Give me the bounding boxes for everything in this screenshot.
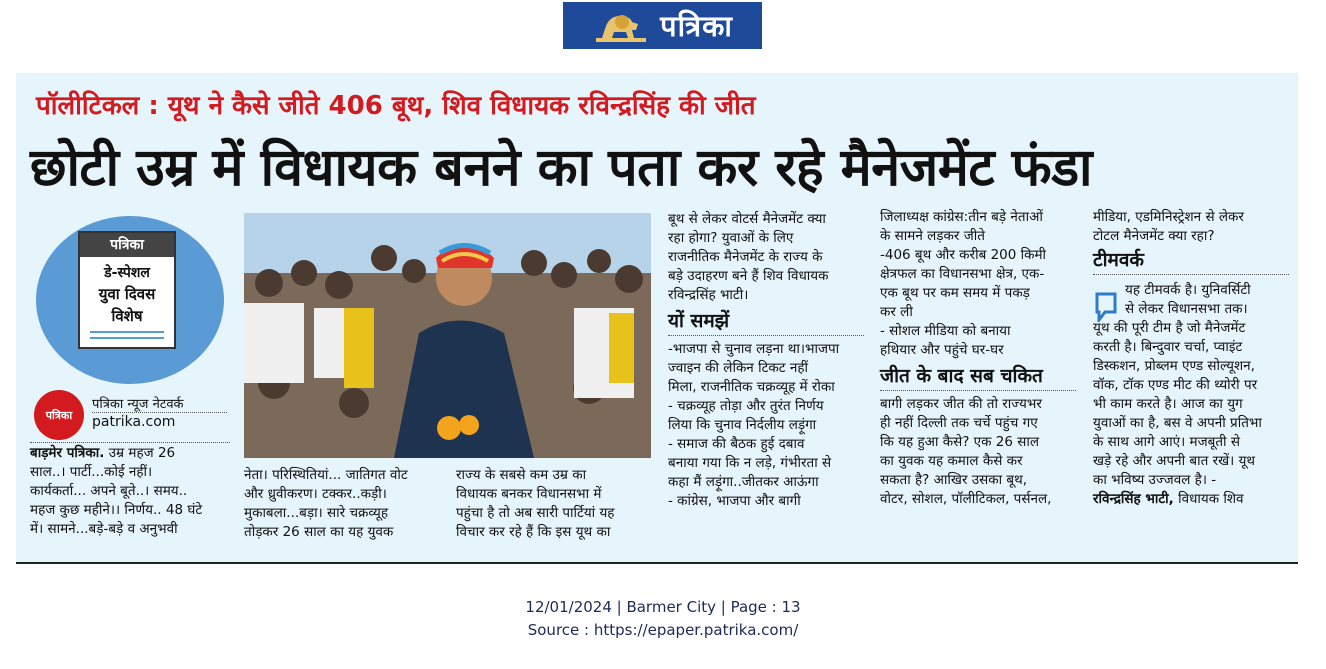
- col4-point-2: मिला, राजनीतिक चक्रव्यूह में रोका: [668, 379, 835, 395]
- col6-quote-2: यूथ की पूरी टीम है जो मैनेजमेंट: [1093, 320, 1246, 336]
- col4-intro-0: बूथ से लेकर वोटर्स मैनेजमेंट क्या: [668, 211, 826, 227]
- col4-point-4: लिया कि चुनाव निर्दलीय लड़ूंगा: [668, 417, 817, 433]
- patrika-logo: पत्रिका: [34, 390, 84, 440]
- intro-line-0: उम्र महज 26: [108, 445, 176, 461]
- kicker: [36, 86, 756, 122]
- quote-mark-icon: [1095, 292, 1117, 322]
- col2-line-3: तोड़कर 26 साल का यह युवक: [244, 524, 394, 540]
- footer-source-link[interactable]: Source : https://epaper.patrika.com/: [527, 621, 799, 639]
- byline-website[interactable]: patrika.com: [92, 414, 176, 430]
- intro-line-1: साल..। पार्टी...कोई नहीं।: [30, 464, 153, 480]
- column-2: [244, 466, 440, 542]
- kicker-label: पॉलीटिकल: [36, 91, 140, 121]
- col4-point-8: - कांग्रेस, भाजपा और बागी: [668, 493, 801, 509]
- col3-line-0: राज्य के सबसे कम उम्र का: [456, 467, 587, 483]
- signature-role: विधायक शिव: [1178, 491, 1244, 507]
- col6-quote-6: भी काम करते है। आज का युग: [1093, 396, 1243, 412]
- subhead-teamwork: टीमवर्क: [1093, 249, 1145, 271]
- crowd-photo-illustration: [244, 213, 651, 458]
- col6-quote-5: वॉक, टॉक एण्ड मीट की थ्योरी पर: [1093, 377, 1258, 393]
- col4-intro-3: बड़े उदाहरण बने हैं शिव विधायक: [668, 268, 829, 284]
- intro-line-3: महज कुछ महीने।। निर्णय.. 48 घंटे: [30, 502, 203, 518]
- col5-top-7: हथियार और पहुंचे घर-घर: [880, 342, 1004, 358]
- col6-quote-4: डिस्कशन, प्रोब्लम एण्ड सोल्यूशन,: [1093, 358, 1255, 374]
- col5-top-1: के सामने लड़कर जीते: [880, 228, 985, 244]
- col4-intro-1: रहा होगा? युवाओं के लिए: [668, 230, 794, 246]
- column-6: [1093, 208, 1289, 509]
- col5-bottom-3: का युवक यह कमाल कैसे कर: [880, 453, 1023, 469]
- col4-point-0: -भाजपा से चुनाव लड़ना था।भाजपा: [668, 341, 840, 357]
- col2-line-0: नेता। परिस्थितियां... जातिगत वोट: [244, 467, 408, 483]
- badge-line-2: युवा दिवस: [98, 285, 156, 303]
- column-3: [456, 466, 652, 542]
- badge-top: पत्रिका: [80, 233, 174, 257]
- col6-quote-3: करती है। बिन्दुवार चर्चा, प्वाइंट: [1093, 339, 1243, 355]
- col6-top-0: मीडिया, एडमिनिस्ट्रेशन से लेकर: [1093, 209, 1244, 225]
- intro-line-4: में। सामने...बड़े-बड़े व अनुभवी: [30, 521, 178, 537]
- col6-quote-0: यह टीमवर्क है। युनिवर्सिटी: [1125, 282, 1251, 298]
- headline: छोटी उम्र में विधायक बनने का पता कर रहे मैनेजमेंट फंडा: [30, 138, 1093, 198]
- col4-rule: [668, 335, 864, 336]
- column-5: [880, 208, 1076, 509]
- col6-quote-8: के साथ आगे आएं। मजबूती से: [1093, 434, 1240, 450]
- footer-edition-info: 12/01/2024 | Barmer City | Page : 13: [525, 598, 801, 616]
- col5-top-4: एक बूथ पर कम समय में पकड़: [880, 285, 1030, 301]
- signature-name: रविन्द्रसिंह भाटी,: [1093, 491, 1174, 507]
- col5-bottom-0: बागी लड़कर जीत की तो राज्यभर: [880, 396, 1042, 412]
- col3-line-3: विचार कर रहे हैं कि इस यूथ का: [456, 524, 611, 540]
- intro-column: [30, 444, 226, 539]
- col4-point-5: - समाज की बैठक हुई दबाव: [668, 436, 805, 452]
- col4-point-7: कहा मैं लड़ूंगा..जीतकर आऊंगा: [668, 474, 819, 490]
- col5-top-5: कर ली: [880, 304, 913, 320]
- col5-bottom-4: सकता है? आखिर उसका बूथ,: [880, 472, 1028, 488]
- badge-line-1: डे-स्पेशल: [104, 265, 150, 281]
- col3-line-2: पहुंचा है तो अब सारी पार्टियां यह: [456, 505, 615, 521]
- col5-top-3: क्षेत्रफल का विधानसभा क्षेत्र, एक-: [880, 266, 1045, 282]
- subhead-yon-samjhen: यों समझें: [668, 310, 730, 332]
- masthead-logo[interactable]: [563, 2, 762, 49]
- col2-line-1: और ध्रुवीकरण। टक्कर..कड़ी।: [244, 486, 387, 502]
- col5-top-0: जिलाध्यक्ष कांग्रेस:तीन बड़े नेताओं: [880, 209, 1043, 225]
- col6-quote-10: का भविष्य उज्जवल है। -: [1093, 472, 1217, 488]
- col6-quote-7: युवाओं का है, बस वे अपनी प्रतिभा: [1093, 415, 1262, 431]
- dateline: बाड़मेर पत्रिका.: [30, 445, 105, 461]
- col4-intro-4: रविन्द्रसिंह भाटी।: [668, 287, 749, 303]
- col6-top-1: टोटल मैनेजमेंट क्या रहा?: [1093, 228, 1215, 244]
- brand-name: पत्रिका: [660, 9, 733, 43]
- badge-line-3: विशेष: [111, 307, 143, 325]
- byline-divider: [92, 412, 227, 413]
- col6-quote-9: खड़े रहे और अपनी बात रखें। यूथ: [1093, 453, 1256, 469]
- byline-network: पत्रिका न्यूज नेटवर्क: [92, 397, 184, 412]
- col5-bottom-1: ही नहीं दिल्ली तक चर्चे पहुंच गए: [880, 415, 1038, 431]
- col5-bottom-2: कि यह हुआ कैसे? एक 26 साल: [880, 434, 1040, 450]
- lion-emblem-icon: [592, 8, 650, 44]
- col4-point-6: बनाया गया कि न लड़े, गंभीरता से: [668, 455, 832, 471]
- kicker-text: : यूथ ने कैसे जीते 406 बूथ, शिव विधायक रविन्द्रसिंह की जीत: [148, 91, 756, 121]
- col4-intro-2: राजनीतिक मैनेजमेंट के राज्य के: [668, 249, 823, 265]
- col6-quote-1: से लेकर विधानसभा तक।: [1125, 301, 1248, 317]
- col6-rule: [1093, 274, 1289, 275]
- col5-top-2: -406 बूथ और करीब 200 किमी: [880, 247, 1047, 263]
- col2-line-2: मुकाबला...बड़ा। सारे चक्रव्यूह: [244, 505, 388, 521]
- subhead-jeet-ke-baad: जीत के बाद सब चकित: [880, 365, 1043, 387]
- calendar-badge-icon: [78, 231, 176, 349]
- col5-bottom-5: वोटर, सोशल, पॉलीटिकल, पर्सनल,: [880, 491, 1052, 507]
- col4-point-1: ज्वाइन की लेकिन टिकट नहीं: [668, 360, 809, 376]
- col4-point-3: - चक्रव्यूह तोड़ा और तुरंत निर्णय: [668, 398, 824, 414]
- column-4: [668, 210, 864, 511]
- byline-rule: [30, 442, 230, 443]
- intro-line-2: कार्यकर्ता... अपने बूते..। समय..: [30, 483, 188, 499]
- col5-top-6: - सोशल मीडिया को बनाया: [880, 323, 1011, 339]
- col3-line-1: विधायक बनकर विधानसभा में: [456, 486, 602, 502]
- col5-rule: [880, 390, 1076, 391]
- badge-lines: [90, 331, 164, 339]
- article-photo: [244, 213, 651, 458]
